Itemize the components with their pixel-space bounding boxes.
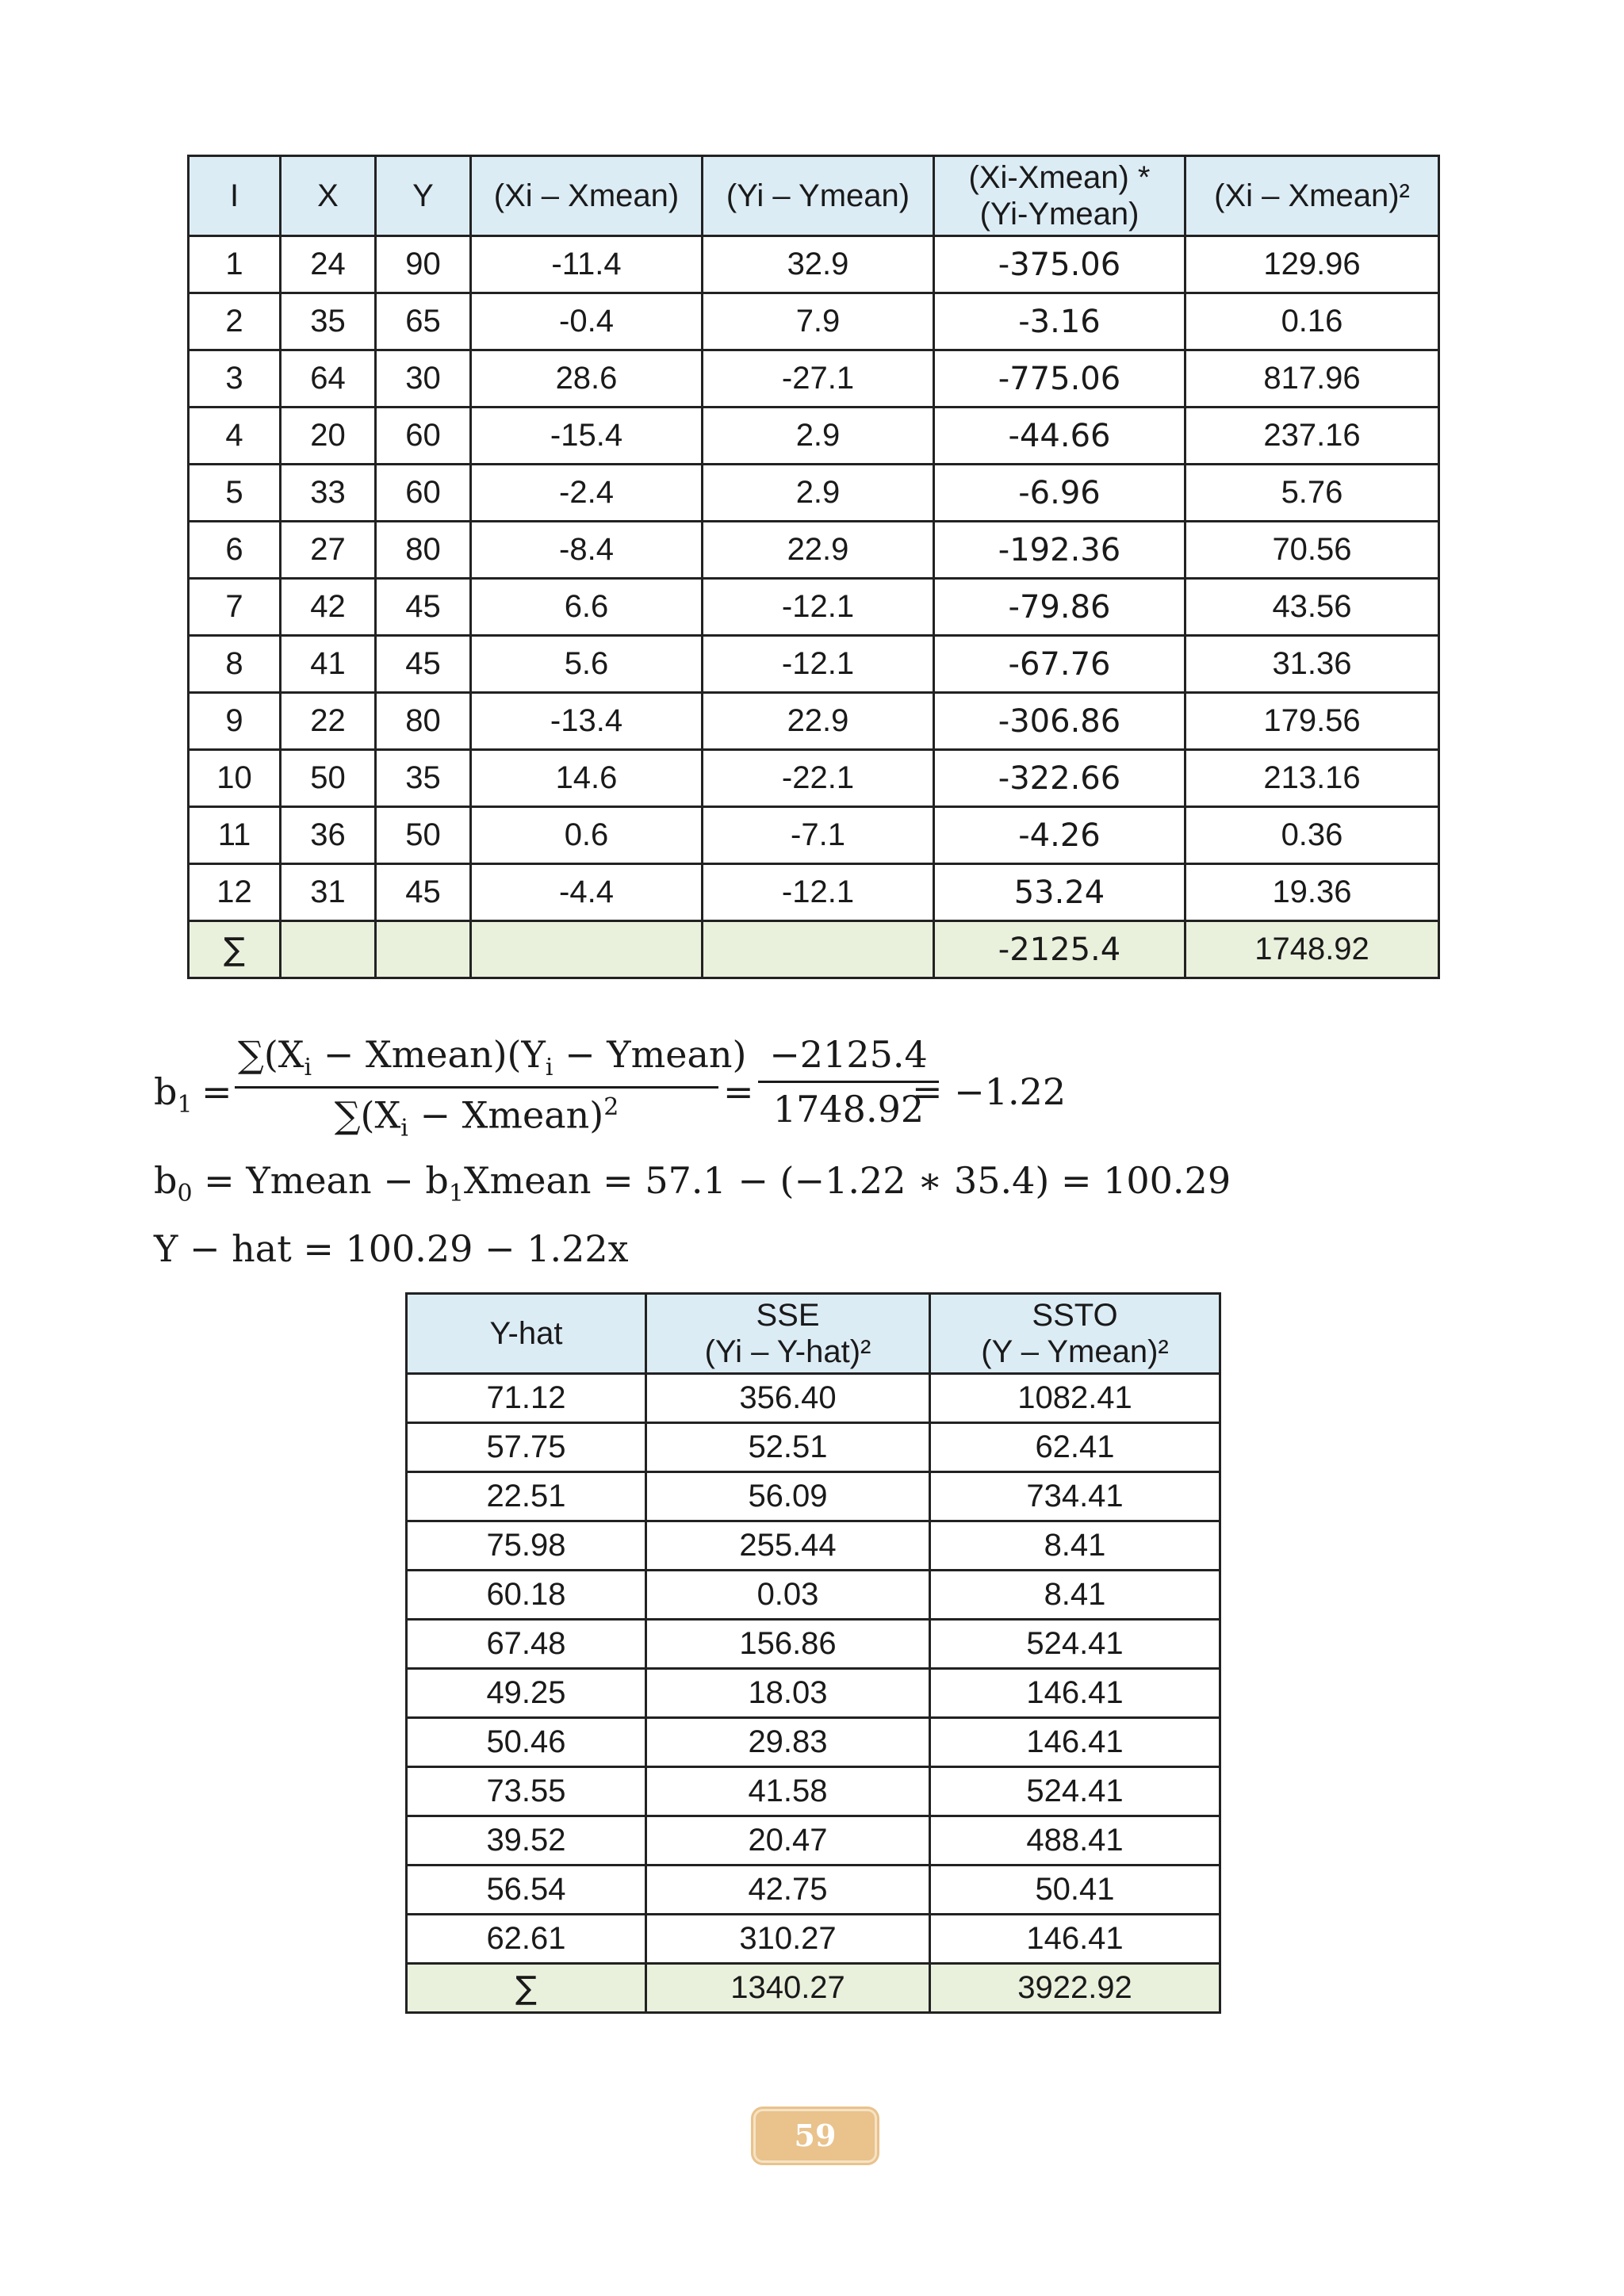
table-row	[189, 350, 1439, 408]
table-cell: 22.51	[407, 1472, 646, 1521]
table-cell: 50	[281, 750, 376, 807]
table-row	[189, 236, 1439, 293]
table-cell: 60.18	[407, 1571, 646, 1620]
table-cell: 64	[281, 350, 376, 408]
table-cell: 45	[376, 579, 471, 636]
table-cell: 22.9	[703, 693, 934, 750]
table-cell: 2	[189, 293, 281, 350]
table-cell: 20.47	[646, 1816, 930, 1866]
table-cell: 0.16	[1185, 293, 1439, 350]
table2-body	[407, 1374, 1220, 1964]
error-sum-table	[405, 1292, 1221, 2014]
table-cell: 45	[376, 636, 471, 693]
table-cell: -27.1	[703, 350, 934, 408]
table-cell: 156.86	[646, 1620, 930, 1669]
header-sse	[646, 1294, 930, 1374]
table-cell: 524.41	[930, 1767, 1220, 1816]
sum-product: -2125.4	[934, 921, 1185, 978]
table-cell: 146.41	[930, 1718, 1220, 1767]
table1-header-row	[189, 156, 1439, 236]
header-ssto-formula: (Y – Ymean)²	[981, 1334, 1169, 1369]
table-cell: 734.41	[930, 1472, 1220, 1521]
sum-symbol: ∑	[189, 921, 281, 978]
table-cell: 5.6	[471, 636, 703, 693]
table-row	[189, 864, 1439, 921]
table-cell: 22	[281, 693, 376, 750]
table-cell: -13.4	[471, 693, 703, 750]
table-cell: -192.36	[934, 522, 1185, 579]
table-row	[189, 693, 1439, 750]
table-cell: 817.96	[1185, 350, 1439, 408]
table-cell: -67.76	[934, 636, 1185, 693]
table-cell: 65	[376, 293, 471, 350]
header-ssto-title: SSTO	[1032, 1298, 1118, 1333]
table-cell: -8.4	[471, 522, 703, 579]
table-cell: 5.76	[1185, 465, 1439, 522]
table-row	[407, 1423, 1220, 1472]
table-cell: -7.1	[703, 807, 934, 864]
b1-denominator: $\sum(X_i$ − Xmean)$^2$	[334, 1093, 619, 1142]
table-cell: 50	[376, 807, 471, 864]
table-cell: 41.58	[646, 1767, 930, 1816]
table-cell: 19.36	[1185, 864, 1439, 921]
table-cell: 32.9	[703, 236, 934, 293]
table-row	[407, 1571, 1220, 1620]
table-cell: 7.9	[703, 293, 934, 350]
table-row	[407, 1669, 1220, 1718]
table2-sum-row	[407, 1964, 1220, 2013]
header-yhat: Y-hat	[407, 1294, 646, 1374]
table-cell: 62.41	[930, 1423, 1220, 1472]
table-cell: 3	[189, 350, 281, 408]
sum-symbol: ∑	[407, 1964, 646, 2013]
equals-sign: =	[723, 1070, 754, 1113]
header-x-deviation: (Xi – Xmean)	[471, 156, 703, 236]
table-cell: 56.09	[646, 1472, 930, 1521]
table-cell: 52.51	[646, 1423, 930, 1472]
table-cell: -6.96	[934, 465, 1185, 522]
table-cell: 179.56	[1185, 693, 1439, 750]
table-cell: 24	[281, 236, 376, 293]
table-cell: 310.27	[646, 1915, 930, 1964]
table-cell: -3.16	[934, 293, 1185, 350]
table-cell: 1	[189, 236, 281, 293]
table-cell: -44.66	[934, 408, 1185, 465]
table-cell: 35	[376, 750, 471, 807]
table-cell: -375.06	[934, 236, 1185, 293]
sum-sse: 1340.27	[646, 1964, 930, 2013]
table-cell: 0.6	[471, 807, 703, 864]
table-cell: 31	[281, 864, 376, 921]
table-cell: 2.9	[703, 408, 934, 465]
table-cell: 71.12	[407, 1374, 646, 1423]
table-cell: 6.6	[471, 579, 703, 636]
table-row	[407, 1374, 1220, 1423]
table-cell: 9	[189, 693, 281, 750]
b1-numerator: $\sum(X_i$ − $Xmean)(Y_i$ − Ymean)	[235, 1033, 718, 1089]
table-cell: 42.75	[646, 1866, 930, 1915]
table-row	[189, 465, 1439, 522]
table-cell: 35	[281, 293, 376, 350]
table-cell: -22.1	[703, 750, 934, 807]
table-cell: 356.40	[646, 1374, 930, 1423]
table-cell: 8.41	[930, 1571, 1220, 1620]
table-row	[407, 1866, 1220, 1915]
table-row	[189, 807, 1439, 864]
table-cell: 524.41	[930, 1620, 1220, 1669]
table-cell: -306.86	[934, 693, 1185, 750]
regression-deviation-table	[187, 155, 1440, 979]
table-row	[407, 1915, 1220, 1964]
regression-equation: Y − hat = 100.29 − 1.22x	[154, 1227, 629, 1270]
table-row	[407, 1521, 1220, 1571]
table-cell: 2.9	[703, 465, 934, 522]
header-x-squared: (Xi – Xmean)²	[1185, 156, 1439, 236]
table-row	[407, 1620, 1220, 1669]
table-cell: 1082.41	[930, 1374, 1220, 1423]
table-cell: 42	[281, 579, 376, 636]
table-cell: 73.55	[407, 1767, 646, 1816]
header-sse-title: SSE	[756, 1298, 820, 1333]
table-cell: 29.83	[646, 1718, 930, 1767]
page-number: 59	[753, 2109, 877, 2163]
table-cell: 0.03	[646, 1571, 930, 1620]
sum-empty-cell	[281, 921, 376, 978]
table-cell: -15.4	[471, 408, 703, 465]
table-cell: 49.25	[407, 1669, 646, 1718]
table-cell: -4.4	[471, 864, 703, 921]
table-cell: -12.1	[703, 579, 934, 636]
header-y-deviation: (Yi – Ymean)	[703, 156, 934, 236]
table-cell: 80	[376, 693, 471, 750]
b0-formula: $b_0$ = Ymean − $b_1Xmean = 57.1 - (-1.22$ ∗ 35.4) = 100.29	[154, 1159, 1231, 1208]
table-row	[189, 522, 1439, 579]
table-cell: 27	[281, 522, 376, 579]
table1-sum-row	[189, 921, 1439, 978]
table-cell: 20	[281, 408, 376, 465]
table-cell: -2.4	[471, 465, 703, 522]
table-cell: 5	[189, 465, 281, 522]
table-cell: 146.41	[930, 1915, 1220, 1964]
table-cell: -12.1	[703, 864, 934, 921]
table-cell: 56.54	[407, 1866, 646, 1915]
table-row	[407, 1816, 1220, 1866]
table-cell: 75.98	[407, 1521, 646, 1571]
table-row	[189, 579, 1439, 636]
table-cell: 62.61	[407, 1915, 646, 1964]
table-cell: 129.96	[1185, 236, 1439, 293]
sum-empty-cell	[471, 921, 703, 978]
table-row	[407, 1472, 1220, 1521]
b1-fraction	[235, 1033, 747, 1142]
table1-body	[189, 236, 1439, 921]
table-cell: 70.56	[1185, 522, 1439, 579]
table-cell: 80	[376, 522, 471, 579]
table-cell: 60	[376, 408, 471, 465]
header-ssto	[930, 1294, 1220, 1374]
table-cell: 67.48	[407, 1620, 646, 1669]
table-cell: 39.52	[407, 1816, 646, 1866]
table-cell: 488.41	[930, 1816, 1220, 1866]
table-cell: 28.6	[471, 350, 703, 408]
table-row	[407, 1767, 1220, 1816]
table-cell: 12	[189, 864, 281, 921]
table-cell: 18.03	[646, 1669, 930, 1718]
header-product-line2: (Yi-Ymean)	[979, 197, 1139, 232]
table-cell: -12.1	[703, 636, 934, 693]
table-cell: 43.56	[1185, 579, 1439, 636]
b1-label: $b_1$	[154, 1070, 193, 1119]
table-cell: -4.26	[934, 807, 1185, 864]
sum-empty-cell	[376, 921, 471, 978]
table-cell: 11	[189, 807, 281, 864]
table-cell: 57.75	[407, 1423, 646, 1472]
table-cell: -11.4	[471, 236, 703, 293]
table-cell: -0.4	[471, 293, 703, 350]
table-cell: 10	[189, 750, 281, 807]
header-index: I	[189, 156, 281, 236]
table-cell: 22.9	[703, 522, 934, 579]
table-cell: 8.41	[930, 1521, 1220, 1571]
table-cell: -775.06	[934, 350, 1185, 408]
header-y: Y	[376, 156, 471, 236]
header-product-line1: (Xi-Xmean) *	[968, 160, 1151, 195]
table-cell: -322.66	[934, 750, 1185, 807]
table-cell: 237.16	[1185, 408, 1439, 465]
equals-sign: =	[201, 1070, 232, 1113]
table-cell: 14.6	[471, 750, 703, 807]
table-cell: 41	[281, 636, 376, 693]
table-cell: -79.86	[934, 579, 1185, 636]
table-cell: 50.41	[930, 1866, 1220, 1915]
table-cell: 30	[376, 350, 471, 408]
table-cell: 7	[189, 579, 281, 636]
header-product	[934, 156, 1185, 236]
sum-ssto: 3922.92	[930, 1964, 1220, 2013]
value-numerator: −2125.4	[758, 1033, 939, 1083]
table-row	[189, 636, 1439, 693]
table-cell: 213.16	[1185, 750, 1439, 807]
sum-empty-cell	[703, 921, 934, 978]
table-cell: 31.36	[1185, 636, 1439, 693]
b1-result: = −1.22	[912, 1070, 1067, 1113]
table-cell: 90	[376, 236, 471, 293]
table-row	[189, 750, 1439, 807]
table-row	[407, 1718, 1220, 1767]
table-cell: 4	[189, 408, 281, 465]
header-x: X	[281, 156, 376, 236]
table-cell: 45	[376, 864, 471, 921]
table2-header-row	[407, 1294, 1220, 1374]
table-cell: 53.24	[934, 864, 1185, 921]
table-cell: 146.41	[930, 1669, 1220, 1718]
table-cell: 36	[281, 807, 376, 864]
table-cell: 0.36	[1185, 807, 1439, 864]
header-sse-formula: (Yi – Y-hat)²	[704, 1334, 871, 1369]
table-cell: 8	[189, 636, 281, 693]
table-cell: 33	[281, 465, 376, 522]
table-cell: 6	[189, 522, 281, 579]
value-denominator: 1748.92	[772, 1088, 925, 1131]
table-row	[189, 408, 1439, 465]
sum-square: 1748.92	[1185, 921, 1439, 978]
table-cell: 255.44	[646, 1521, 930, 1571]
table-row	[189, 293, 1439, 350]
table-cell: 60	[376, 465, 471, 522]
table-cell: 50.46	[407, 1718, 646, 1767]
